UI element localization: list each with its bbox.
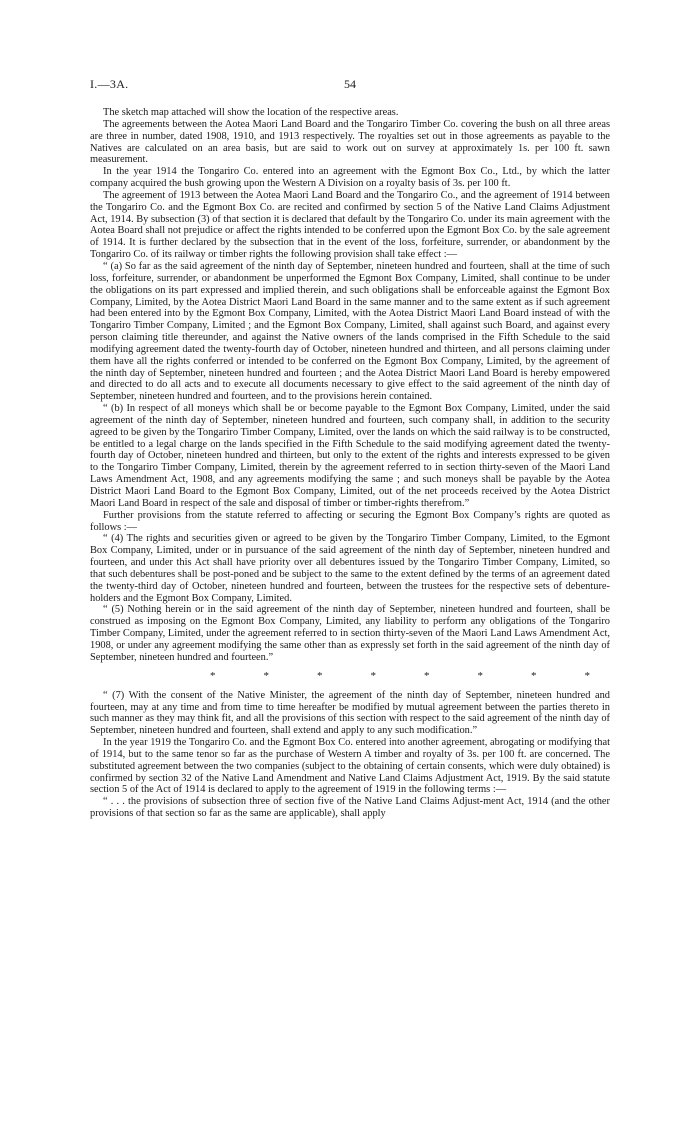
star-mark: * — [477, 669, 483, 682]
omission-stars — [90, 670, 610, 682]
star-mark: * — [584, 669, 590, 682]
paragraph: The sketch map attached will show the location of the respective areas. — [103, 107, 399, 118]
quoted-paragraph: “ (5) Nothing herein or in the said agreement of the ninth day of September, nineteen hundred and fourteen, shall be construed as imposing on the Egmont Box Company, Limited, any liability to perform any obligations of the Tongariro Timber Company, Limited, under the agreement referred to in section thirty-seven of the Maori Land Laws Amendment Act, 1908, or under any agreement modifying the same other than as expressly set forth in the said agreement of the ninth day of September, nineteen hundred and fourteen.” — [90, 604, 610, 663]
star-mark: * — [370, 669, 376, 682]
quoted-paragraph: “ (a) So far as the said agreement of the ninth day of September, nineteen hundred and fourteen, shall at the time of such loss, forfeiture, surrender, or abandonment be unperformed the Egmont Box Company, Limited, shall continue to be under the obligations on its part expressed and implied therein, and such obligations shall be enforceable against the Egmont Box Company, Limited, by the Aotea District Maori Land Board in the same manner and to the same extent as if such agreement had been entered into by the Egmont Box Company, Limited, with the Aotea District Maori Land Board instead of with the Tongariro Timber Company, Limited ; and the Egmont Box Company, Limited, shall against such Board, and against every person claiming title thereunder, and against the Native owners of the lands comprised in the Fifth Schedule to the said modifying agreement dated the twenty-fourth day of October, nineteen hundred and thirteen, and all persons claiming under them have all the rights conferred or intended to be conferred on the Egmont Box Company, Limited, by the agreement of the ninth day of September, nineteen hundred and fourteen ; and the Aotea District Maori Land Board is hereby empowered and directed to do all acts and to execute all documents necessary to give effect to the said agreement of the ninth day of September, nineteen hundred and fourteen, and to the provisions herein contained. — [90, 260, 610, 403]
paragraph: Further provisions from the statute referred to affecting or securing the Egmont Box Company’s rights are quoted as follows :— — [90, 509, 610, 533]
paragraph: In the year 1919 the Tongariro Co. and the Egmont Box Co. entered into another agreement, abrogating or modifying that of 1914, but to the same tenor so far as the purchase of Western A timber and royalty of 3s. per 100 ft. are concerned. The substituted agreement between the two companies (subject to the obtaining of certain consents, which were duly obtained) is confirmed by section 32 of the Native Land Amendment and Native Land Claims Adjustment Act, 1919. By the said statute section 5 of the Act of 1914 is declared to apply to the agreement of 1919 in the following terms :— — [90, 737, 610, 796]
star-mark: * — [317, 669, 323, 682]
star-mark: * — [531, 669, 537, 682]
quoted-paragraph: “ (b) In respect of all moneys which shall be or become payable to the Egmont Box Company, Limited, under the said agreement of the ninth day of September, nineteen hundred and fourteen, such company shall, in addition to the security agreed to be given by the Tongariro Timber Company, Limited, over the lands on which the said railway is to be constructed, be entitled to a legal charge on the lands specified in the Fifth Schedule to the said modifying agreement dated the twenty-fourth day of October, nineteen hundred and thirteen, but only to the extent of the rights and interests expressed to be given to the Tongariro Timber Company, Limited, therein by the agreement referred to in section thirty-seven of the Maori Land Laws Amendment Act, 1908, and any agreements modifying the same ; and such moneys shall be payable by the Aotea District Maori Land Board to the Egmont Box Company, Limited, out of the net proceeds received by the Aotea District Maori Land Board in respect of the sale and disposal of timber or timber-rights therefrom.” — [90, 403, 610, 509]
star-mark: * — [210, 669, 216, 682]
page-number: 54 — [344, 77, 356, 91]
star-mark: * — [263, 669, 269, 682]
page-header — [90, 77, 610, 93]
quoted-paragraph: “ (7) With the consent of the Native Minister, the agreement of the ninth day of September, nineteen hundred and fourteen, may at any time and from time to time hereafter be modified by mutual agreement between the parties thereto in such manner as they may think fit, and all the provisions of this section with respect to the said agreement of the ninth day of September, nineteen hundred and fourteen, shall extend and apply to any such modification.” — [90, 689, 610, 737]
document-reference: I.—3A. — [90, 77, 129, 91]
paragraph: The agreement of 1913 between the Aotea Maori Land Board and the Tongariro Co., and the agreement of 1914 between the Tongariro Co. and the Egmont Box Co. are recited and confirmed by section 5 of the Native Land Claims Adjustment Act, 1914. By subsection (3) of that section it is declared that default by the Tongariro Co. under its main agreement with the Aotea Board shall not prejudice or affect the rights intended to be conferred upon the Egmont Box Co. by the sale agreement of 1914. It is further declared by the subsection that in the event of the loss, forfeiture, surrender, or abandonment by the Tongariro Co. of its railway or timber rights the following provision shall take effect :— — [90, 189, 610, 261]
quoted-paragraph: “ (4) The rights and securities given or agreed to be given by the Tongariro Timber Company, Limited, to the Egmont Box Company, Limited, under or in pursuance of the said agreement of the ninth day of September, nineteen hundred and fourteen, and under this Act shall have priority over all debentures issued by the Tongariro Timber Company, Limited, so that such debentures shall be post-poned and be subject to the same to the extent defined by the terms of an agreement dated the twenty-third day of October, nineteen hundred and fourteen, between the trustees for the respective sets of debenture-holders and the Egmont Box Company, Limited. — [90, 533, 610, 604]
paragraph: The agreements between the Aotea Maori Land Board and the Tongariro Timber Co. covering the bush on all three areas are three in number, dated 1908, 1910, and 1913 respectively. The royalties set out in those agreements as payable to the Natives are calculated on an area basis, but are said to work out on survey at approximately 1s. per 100 ft. sawn measurement. — [90, 118, 610, 166]
star-mark: * — [424, 669, 430, 682]
quoted-paragraph: “ . . . the provisions of subsection three of section five of the Native Land Claims Adjust-ment Act, 1914 (and the other provisions of that section so far as the same are applicable), shall apply — [90, 796, 610, 820]
paragraph: In the year 1914 the Tongariro Co. entered into an agreement with the Egmont Box Co., Ltd., by which the latter company acquired the bush growing upon the Western A Division on a royalty basis of 3s. per 100 ft. — [90, 166, 610, 190]
document-body — [90, 107, 610, 820]
